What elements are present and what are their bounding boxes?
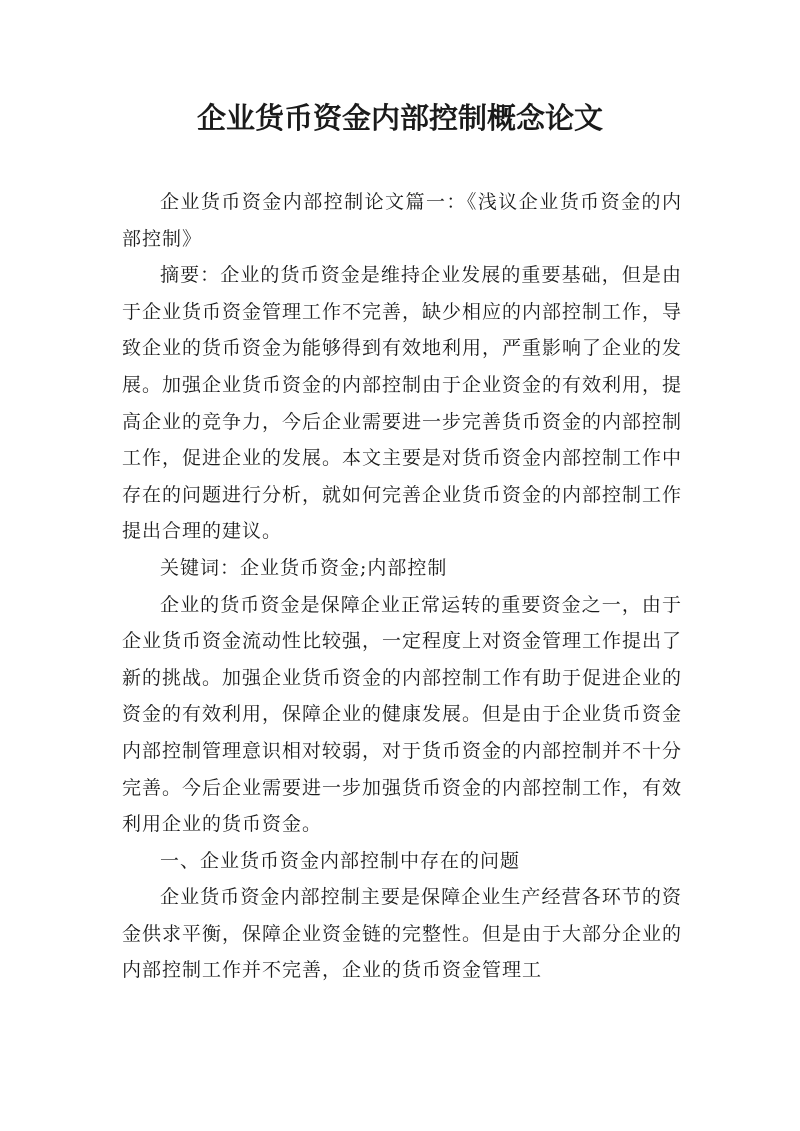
paragraph-article-heading: 企业货币资金内部控制论文篇一：《浅议企业货币资金的内部控制》 [122, 191, 682, 250]
section-heading-problems: 一、企业货币资金内部控制中存在的问题 [160, 849, 521, 872]
document-body [122, 184, 682, 989]
paragraph-introduction: 企业的货币资金是保障企业正常运转的重要资金之一，由于企业货币资金流动性比较强，一定程度上对资金管理工作提出了新的挑战。加强企业货币资金的内部控制工作有助于促进企业的资金的有效利用，保障企业的健康发展。但是由于企业货币资金内部控制管理意识相对较弱，对于货币资金的内部控制并不十分完善。今后企业需要进一步加强货币资金的内部控制工作，有效利用企业的货币资金。 [122, 593, 683, 836]
paragraph-problems: 企业货币资金内部控制主要是保障企业生产经营各环节的资金供求平衡，保障企业资金链的完整性。但是由于大部分企业的内部控制工作并不完善，企业的货币资金管理工 [122, 886, 683, 982]
paragraph-abstract: 摘要：企业的货币资金是维持企业发展的重要基础，但是由于企业货币资金管理工作不完善，缺少相应的内部控制工作，导致企业的货币资金为能够得到有效地利用，严重影响了企业的发展。加强企业货币资金的内部控制由于企业资金的有效利用，提高企业的竞争力，今后企业需要进一步完善货币资金的内部控制工作，促进企业的发展。本文主要是对货币资金内部控制工作中存在的问题进行分析，就如何完善企业货币资金的内部控制工作提出合理的建议。 [122, 264, 683, 543]
document-title: 企业货币资金内部控制概念论文 [196, 101, 603, 135]
paragraph-keywords: 关键词：企业货币资金;内部控制 [160, 556, 448, 579]
